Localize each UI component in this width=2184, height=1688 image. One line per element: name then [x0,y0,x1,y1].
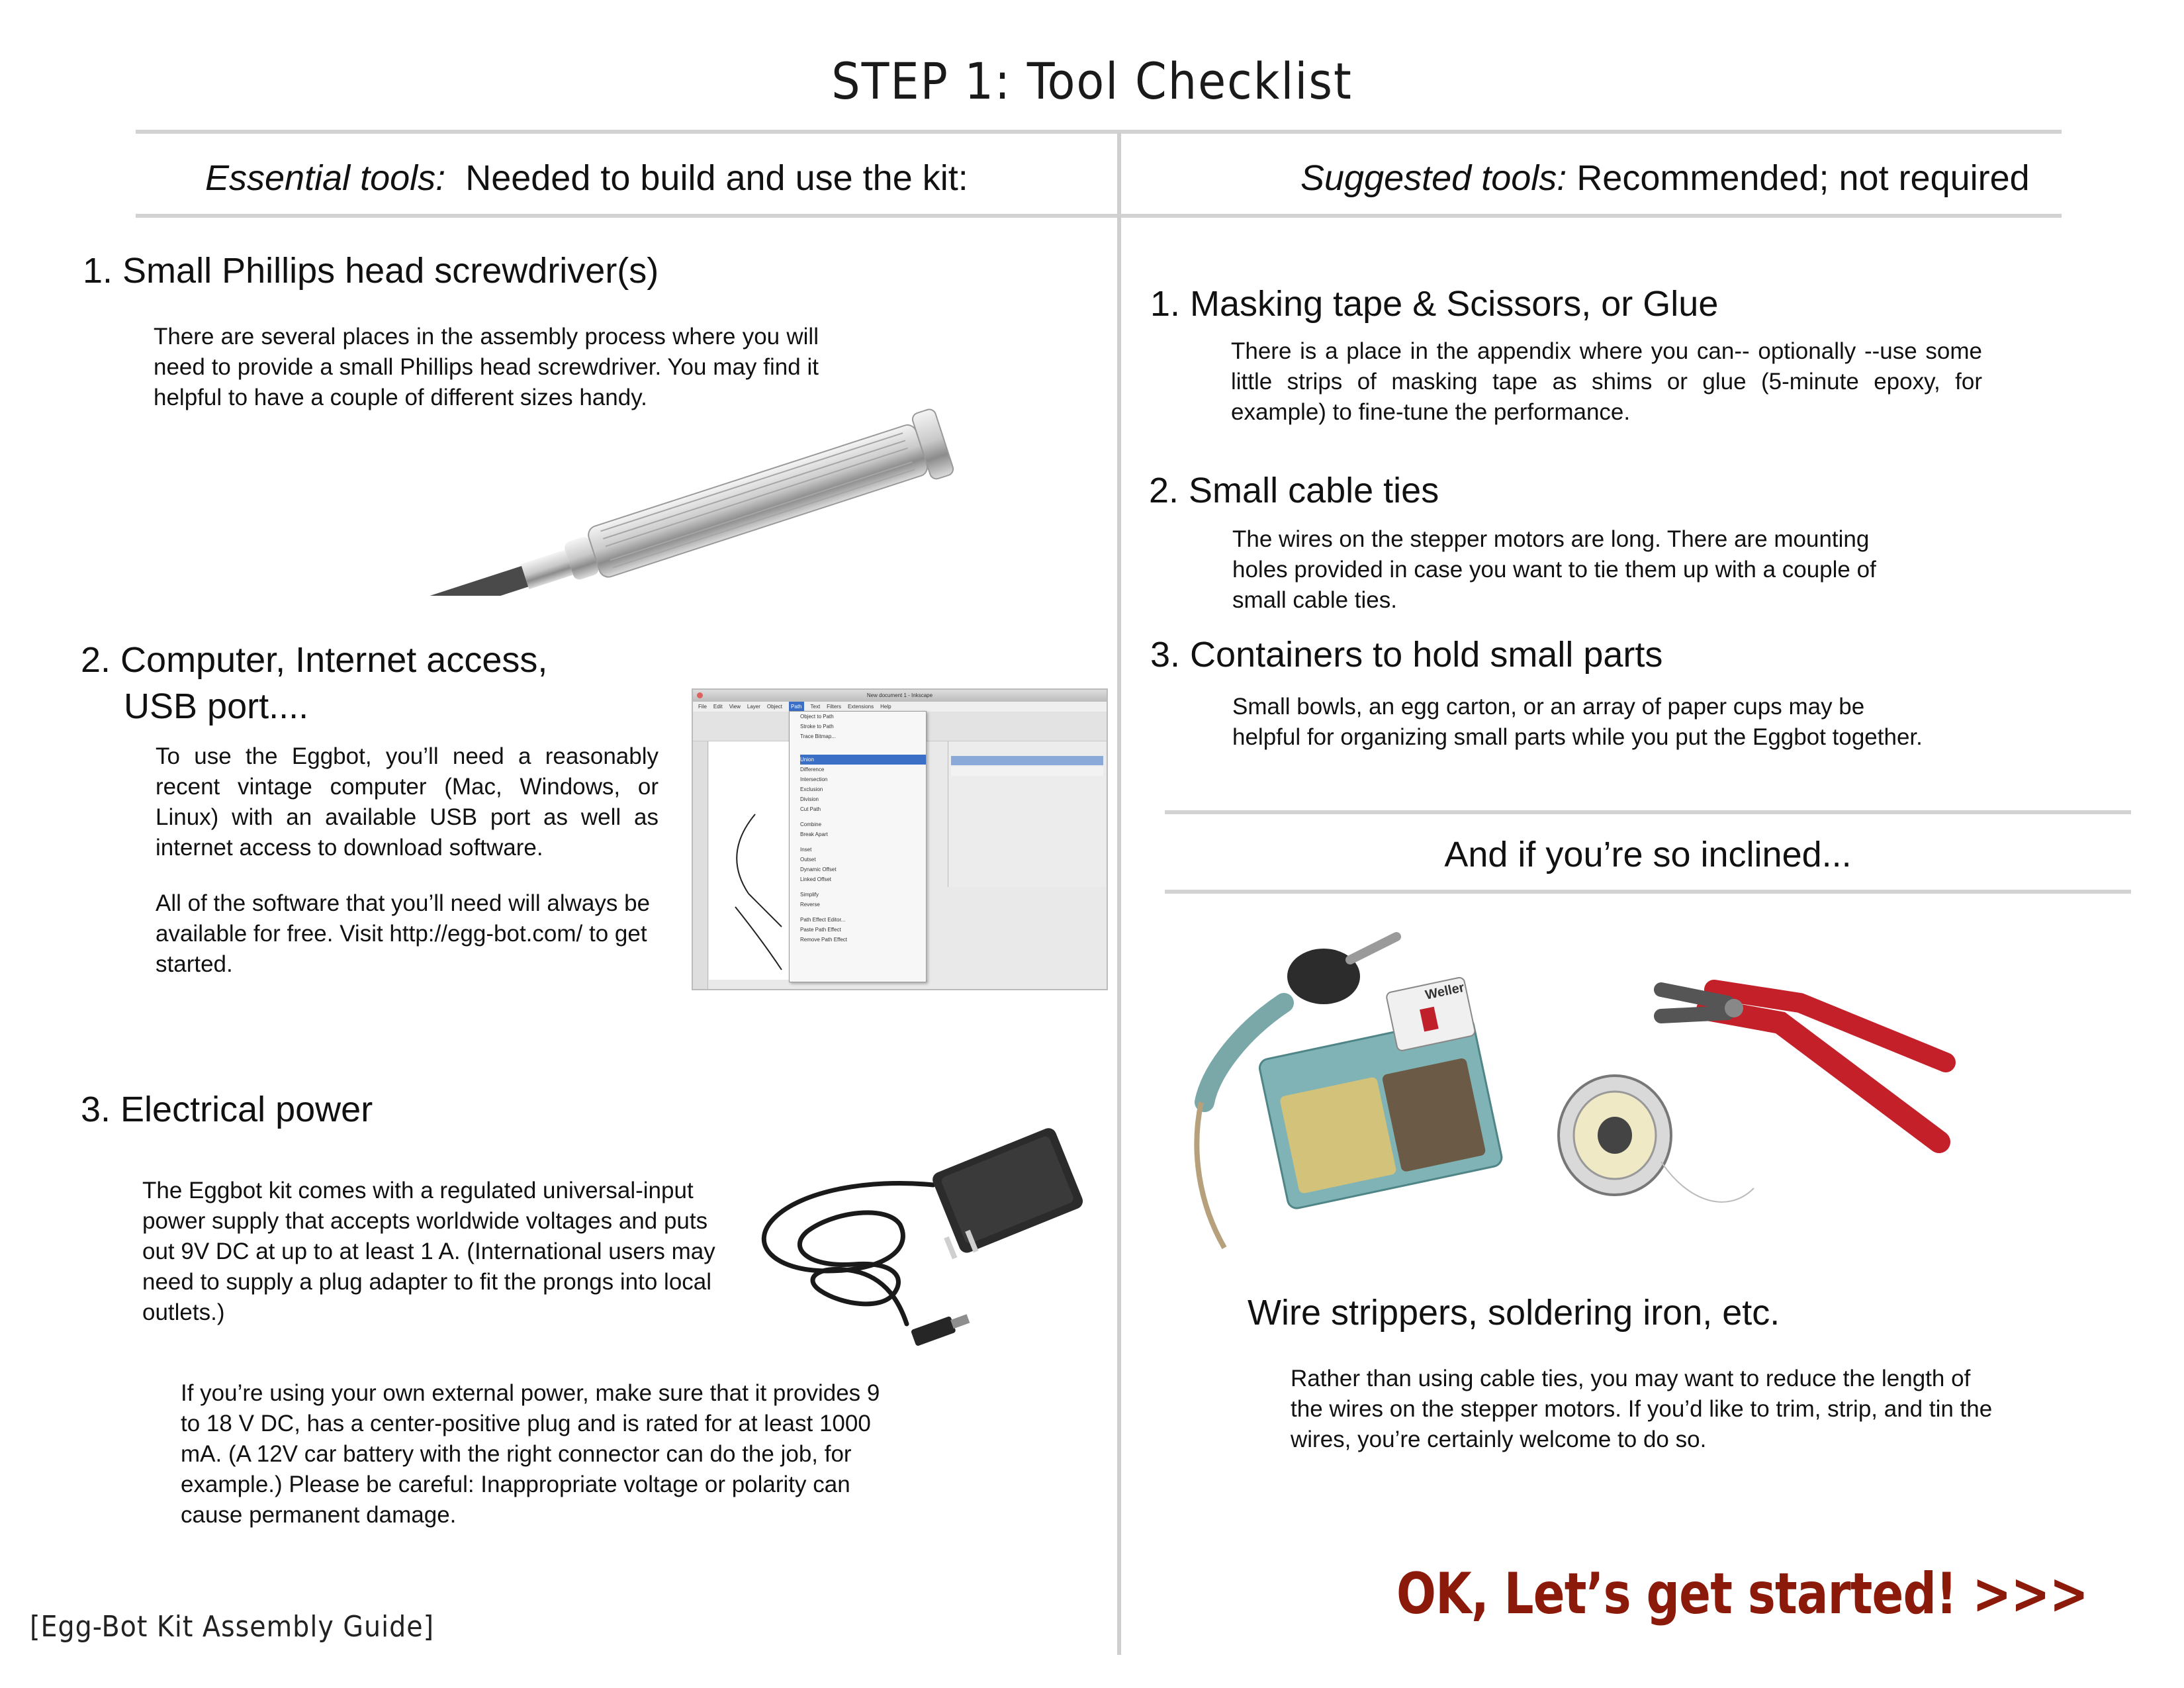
path-menu-item: Path Effect Editor... [800,917,846,923]
path-menu-item: Reverse [800,902,820,908]
path-menu-item: Combine [800,821,822,827]
header-bottom-rule [136,214,2062,218]
menu-layer: Layer [747,704,760,710]
window-titlebar [693,690,1107,702]
screwdriver-image [192,331,1118,596]
suggested-3-heading: 3. Containers to hold small parts [1150,635,1663,675]
inclined-header: And if you’re so inclined... [1444,835,1852,874]
solder-spool [1559,1076,1754,1202]
path-menu-item: Stroke to Path [800,724,834,729]
guide-footer: [Egg-Bot Kit Assembly Guide] [30,1610,435,1644]
path-menu-item: Remove Path Effect [800,937,847,943]
suggested-2-body: The wires on the stepper motors are long. There are mounting holes provided in case you want to tie them up with a couple of small cable ties. [1232,526,1876,613]
dc-plug [911,1316,956,1346]
essential-1-body: There are several places in the assembly process where you will need to provide a small Phillips head screwdriver. You may find it helpful to have a couple of different sizes handy. [154,324,819,410]
menu-filters: Filters [827,704,841,710]
dc-plug-tip [950,1314,970,1329]
path-menu-item: Outset [800,857,816,863]
suggested-2-heading: 2. Small cable ties [1149,471,1439,510]
menu-help: Help [880,704,891,710]
essential-2-heading-line2: USB port.... [124,686,309,726]
inkscape-screenshot [692,688,1108,990]
suggested-tools-desc: Recommended; not required [1576,158,2030,198]
path-menu-item: Difference [800,767,825,773]
adapter-body [931,1126,1085,1255]
menu-file: File [698,704,707,710]
essential-2-heading-line1: 2. Computer, Internet access, [81,640,548,680]
essential-1-heading: 1. Small Phillips head screwdriver(s) [83,251,659,291]
window-title: New document 1 - Inkscape [866,692,933,698]
header-top-rule [136,130,2062,134]
screwdriver-tip [245,566,529,596]
path-menu-item: Inset [800,847,812,853]
essential-tools-header [205,158,968,199]
inclined-body: Rather than using cable ties, you may want to reduce the length of the wires on the stepper motors. If you’d like to trim, strip, and tin the wires, you’re certainly welcome to do so. [1291,1366,1993,1452]
inclined-heading: Wire strippers, soldering iron, etc. [1248,1293,1780,1333]
path-menu-item: Dynamic Offset [800,867,837,872]
toolbox [693,741,708,989]
path-menu-item: Intersection [800,776,828,782]
layers-panel [948,741,1106,887]
path-menu-item-selected: Union [800,755,926,765]
menu-text: Text [810,704,821,710]
path-menu-item: Object to Path [800,714,834,720]
power-adapter-image [735,1105,1125,1370]
menu-extensions: Extensions [847,704,874,710]
essential-3-body-1: The Eggbot kit comes with a regulated universal-input power supply that accepts worldwide voltages and puts out 9V DC at up to at least 1 A. (International users may need to supply a plug adapter to fit the prongs into local outlets.) [142,1178,715,1325]
path-menu-item: Exclusion [800,786,823,792]
path-menu-item: Division [800,796,819,802]
menu-edit: Edit [713,704,723,710]
essential-3-body-2: If you’re using your own external power, make sure that it provides 9 to 18 V DC, has a center-positive plug and is rated for at least 1000 mA. (A 12V car battery with the right connector can do the job, for example.) Please be careful: Inappropriate voltage or polarity can cause permanent damage. [181,1380,880,1528]
inclined-bottom-rule [1165,890,2131,894]
path-menu-item: Simplify [800,892,819,898]
menu-path: Path [789,702,803,712]
essential-tools-desc: Needed to build and use the kit: [465,158,968,198]
essential-2-body-2: All of the software that you’ll need will always be available for free. Visit http://egg-bot.com/ to get started. [156,890,651,977]
suggested-tools-label: Suggested tools: [1300,158,1567,198]
suggested-tools-header [1300,158,2030,199]
essential-2-body-1: To use the Eggbot, you’ll need a reasonably recent vintage computer (Mac, Windows, or Linux) with an available USB port as well as internet access to download software. [156,743,659,861]
page-title: STEP 1: Tool Checklist [831,52,1353,111]
path-menu-item: Cut Path [800,806,821,812]
essential-tools-label: Essential tools: [205,158,446,198]
path-menu-dropdown [789,711,927,982]
path-menu-item: Trace Bitmap... [800,733,836,739]
adapter-prong [944,1237,957,1260]
menu-view: View [729,704,741,710]
weller-logo: Weller [1424,980,1466,1003]
path-menu-item: Linked Offset [800,876,831,882]
menubar [693,702,1107,712]
suggested-1-heading: 1. Masking tape & Scissors, or Glue [1150,284,1719,324]
layer-row [951,767,1103,776]
layer-row-selected [951,756,1103,765]
suggested-3-body: Small bowls, an egg carton, or an array of paper cups may be helpful for organizing small parts while you put the Eggbot together. [1232,694,1923,750]
menu-object: Object [766,704,783,710]
essential-3-heading: 3. Electrical power [81,1090,373,1129]
inclined-top-rule [1165,810,2131,814]
wire-strippers [1661,990,1946,1142]
soldering-tools-image [1185,923,1959,1254]
window-close-icon [697,692,703,698]
suggested-1-body: There is a place in the appendix where you can-- optionally --use some little strips of masking tape as shims or glue (5-minute epoxy, for example) to fine-tune the performance. [1231,338,1982,425]
get-started-link[interactable]: OK, Let’s get started! >>> [1396,1561,2089,1627]
path-menu-item: Break Apart [800,831,828,837]
path-menu-item: Paste Path Effect [800,927,841,933]
